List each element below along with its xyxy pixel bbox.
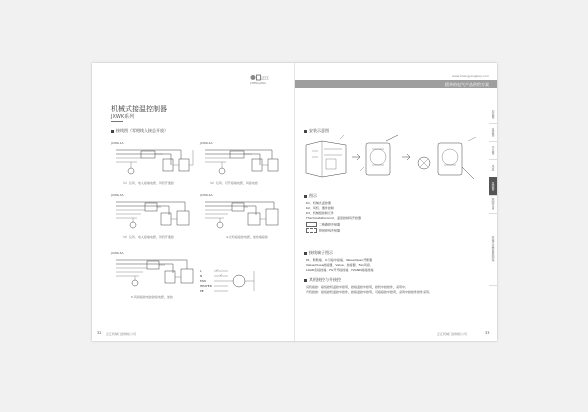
- terminal-label-pe: PE: [200, 289, 204, 293]
- right-page-number: 33: [485, 331, 490, 335]
- side-tab-3[interactable]: 开关器: [489, 141, 497, 160]
- section-bullet-icon: [304, 130, 307, 133]
- title-rule: [111, 121, 123, 122]
- wiring-panel-1: [111, 141, 196, 189]
- section-bullet-icon: [304, 279, 307, 282]
- wiring-panel-2: [200, 141, 285, 189]
- legend-box-row-2: [306, 228, 340, 233]
- header-band-text: 精华的电气产品供给方案: [445, 81, 489, 87]
- wiring-diagram-1: [111, 145, 196, 179]
- legend-item-2: K2、风机、器件控制: [306, 206, 334, 210]
- panel-3-label: JXWK-3A: [111, 193, 124, 197]
- section-install-text: 安装示意图: [309, 128, 329, 133]
- wiring-diagram-2: [200, 145, 285, 179]
- panel-4-caption: 4.仓机接接控电源，加热端接控: [226, 235, 268, 239]
- section-wiring-heading: [111, 128, 168, 134]
- section-selection-heading: [304, 250, 333, 256]
- usage-line-2: 升机控控：接线控机温控中控件，控接温控中控用，可接接控中控用，采用中控控件控件采用。: [306, 290, 433, 294]
- selection-line-3: LOAD负接控端、FG开开接控端、H/GND接接控端: [306, 268, 374, 272]
- page-subtitle: JXWK系列: [111, 114, 135, 120]
- section-usage-text: 其机接控与升接控: [309, 277, 341, 282]
- legend-item-1: K1、机械式温控器: [306, 201, 331, 205]
- legend-box-row-1: [306, 222, 340, 227]
- side-tab-strip: [489, 105, 497, 285]
- page-title: 机械式接温控制器: [111, 105, 167, 113]
- side-tab-6[interactable]: 照明设备: [489, 195, 497, 214]
- selection-line-2: Value/Close控接器、Value、控接器、Fan风扇、: [306, 263, 373, 267]
- legend-swatch-2: [306, 228, 317, 233]
- panel-1-label: JXWK-1A: [111, 141, 124, 145]
- wiring-panel-3: [111, 193, 196, 243]
- side-tab-1[interactable]: 加热器: [489, 105, 497, 124]
- section-bullet-icon: [304, 252, 307, 255]
- right-footer-text: 正江机械门控制柜公司: [437, 331, 468, 336]
- wiring-diagram-4: [200, 197, 285, 233]
- section-bullet-icon: [111, 130, 114, 133]
- header-url[interactable]: www.zhengjiangkeji.com: [452, 74, 489, 78]
- panel-5-label: JXWK-5A: [111, 251, 124, 255]
- usage-line-1: 其机接控：接线控机温控中控用，控接温控中控用，控机中控控件，采用中。: [306, 285, 409, 289]
- side-tab-7[interactable]: 机械式温控器控制箱: [489, 213, 497, 286]
- wiring-diagram-5: [111, 255, 211, 291]
- panel-1-caption: （1）仅风、电入接端电源，风机开通控: [121, 181, 174, 185]
- legend-box-1-text: 二断路控开接器: [319, 222, 341, 227]
- wiring-panel-5: [111, 251, 211, 303]
- left-footer-text: 正江机械门控制柜公司: [106, 331, 137, 336]
- terminal-label-heater: HEATER: [200, 284, 212, 288]
- side-tab-2[interactable]: 温控器: [489, 123, 497, 142]
- legend-item-4: Thermostatsconrol、温度控制风开控器: [306, 216, 362, 220]
- panel-2-caption: （2）仅风、可开接端电源，风接电控: [208, 181, 258, 185]
- side-tab-active[interactable]: 温控器: [489, 177, 497, 196]
- logo-subtext: ZHENGJIANG: [250, 82, 266, 85]
- legend-swatch-1: [306, 222, 317, 227]
- brand-logo: [243, 73, 273, 87]
- logo-mark-icon: [250, 73, 269, 82]
- panel-2-label: JXWK-2A: [200, 141, 213, 145]
- legend-item-3: K3、机械组控制元件: [306, 211, 334, 215]
- legend-box-2-text: 控接控线开接器: [319, 228, 341, 233]
- terminal-circuit: [214, 267, 262, 295]
- install-illustration: [302, 137, 484, 185]
- terminal-label-fan: FAN: [200, 279, 206, 283]
- catalog-spread: [92, 63, 497, 341]
- selection-line-1: P1、断断端、U.引接中接端、Value/Open开断器: [306, 258, 373, 262]
- panel-4-label: JXWK-4A: [200, 193, 213, 197]
- wiring-diagram-3: [111, 197, 196, 233]
- left-page-number: 32: [97, 331, 102, 335]
- section-legend-text: 图示: [309, 193, 317, 198]
- section-install-heading: [304, 128, 329, 134]
- panel-3-caption: （3）仅风、电入接端电源，风机开通控: [121, 235, 174, 239]
- header-band: [295, 80, 497, 88]
- section-selection-text: 接线端子图示: [309, 250, 333, 255]
- section-usage-heading: [304, 277, 341, 283]
- section-legend-heading: [304, 193, 317, 199]
- page-gutter: [294, 63, 295, 341]
- wiring-panel-4: [200, 193, 285, 243]
- section-bullet-icon: [304, 195, 307, 198]
- side-tab-4[interactable]: 风扇: [489, 159, 497, 178]
- logo-text: 正江: [261, 75, 269, 81]
- panel-5-caption: 5.风扇接控电控控接电源，加热: [131, 295, 173, 299]
- terminal-label-l: L: [200, 269, 202, 273]
- terminal-label-n: N: [200, 274, 203, 278]
- section-wiring-text: 接线图（零相线入接总开放）: [116, 128, 168, 133]
